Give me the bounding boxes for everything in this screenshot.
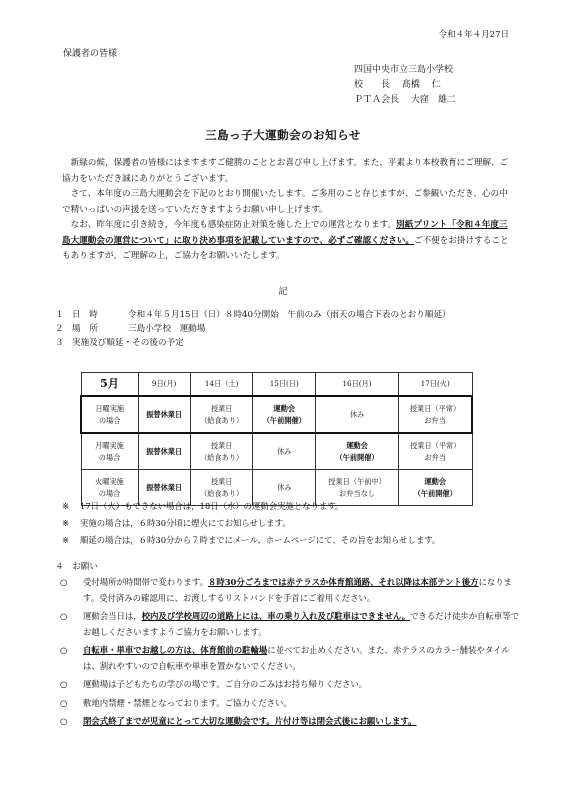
ki-heading: 記 bbox=[278, 287, 288, 297]
table-cell: 授業日（午前中） お弁当なし bbox=[316, 470, 399, 506]
sender-block bbox=[354, 63, 456, 108]
table-cell: 振替休業日 bbox=[138, 470, 190, 506]
day-header: 14日（土) bbox=[190, 373, 253, 397]
table-cell: 授業日 （給食あり） bbox=[190, 470, 253, 506]
intro-paragraph-2: さて、本年度の三島大運動会を下記のとおり開催いたします。ご多用のこと存じますが、ご参観いただき、心の中で精いっぱいの声援を送っていただきますようお願い申し上げます。 bbox=[62, 189, 508, 215]
request-item: ○ 閉会式終了までが児童にとって大切な運動会です。片付け等は閉会式後にお願いします。 bbox=[60, 716, 417, 726]
table-cell: 運動会 （午前開催） bbox=[253, 396, 316, 433]
day-header: 15日(日) bbox=[253, 373, 316, 397]
day-header: 9日(月) bbox=[138, 373, 190, 397]
request-item: ○ 敷地内禁煙・禁煙となっております。ご協力ください。 bbox=[60, 697, 292, 708]
school-name: 四国中央市立三島小学校 bbox=[354, 65, 454, 75]
schedule-notes bbox=[62, 498, 440, 549]
item-schedule: ３ 実施及び順延・その後の予定 bbox=[55, 338, 184, 348]
notice-title: 三島っ子大運動会のお知らせ bbox=[205, 128, 361, 142]
day-header: 17日(火) bbox=[399, 373, 473, 397]
month-cell: 5月 bbox=[81, 373, 138, 397]
item-date: １ 日 時 令和４年５月15日（日）８時40分開始 午前のみ（雨天の場合下表のとおり順延） bbox=[55, 310, 451, 320]
table-cell: 休み bbox=[253, 433, 316, 470]
day-header: 16日(月) bbox=[316, 373, 399, 397]
requests-heading: ４ お願い bbox=[55, 562, 98, 572]
row-label: 火曜実施 の場合 bbox=[81, 470, 138, 506]
table-cell: 振替休業日 bbox=[138, 396, 190, 433]
important-notice: 別紙プリント「令和４年度三島大運動会の運営について」に取り決め事項を記載していますので、必ずご確認ください。 bbox=[62, 220, 508, 246]
event-items bbox=[55, 308, 451, 350]
pta-name: ＰＴＡ会長 大窪 雄二 bbox=[354, 95, 456, 105]
requests-list bbox=[60, 575, 522, 733]
table-row bbox=[81, 396, 472, 433]
intro-text bbox=[62, 156, 514, 265]
principal-name: 校 長 髙橋 仁 bbox=[354, 80, 441, 90]
addressee: 保護者の皆様 bbox=[63, 49, 118, 59]
table-header-row bbox=[81, 373, 472, 397]
note-item: ※ 実施の場合は，６時30分頃に煙火にてお知らせします。 bbox=[62, 518, 291, 528]
table-cell: 振替休業日 bbox=[138, 433, 190, 470]
table-cell: 授業日 （給食あり） bbox=[190, 433, 253, 470]
table-cell: 休み bbox=[253, 470, 316, 506]
request-item: ○ 運動会当日は，校内及び学校周辺の道路上には、車の乗り入れ及び駐車はできません。できるだけ徒歩か自転車等でお越しくださいますようご協力をお願いします。 bbox=[60, 611, 520, 637]
table-cell: 授業日 （給食あり） bbox=[190, 396, 253, 433]
note-item: ※ 17日（火）もできない場合は，18日（水）の運動会実施となります。 bbox=[62, 501, 344, 511]
request-item: ○ 受付場所が時間帯で変わります。８時30分ごろまでは赤テラスか体育館通路、それ以降は本部テント後方になります。受付済みの確認用に、お渡しするリストバンドを手首にご着用ください。 bbox=[60, 577, 513, 603]
table-cell: 休み bbox=[316, 396, 399, 433]
issue-date: 令和４年４月27日 bbox=[438, 30, 509, 40]
request-item: ○ 自転車・単車でお越しの方は、体育館前の駐輪場に並べてお止めください。また、赤テラスのカラー舗装やタイルは、割れやすいので自転車や単車を置かないでください。 bbox=[60, 645, 510, 671]
table-cell: 運動会 （午前開催） bbox=[316, 433, 399, 470]
table-cell: 運動会 （午前開催） bbox=[399, 470, 473, 506]
table-row bbox=[81, 433, 472, 470]
request-item: ○ 運動場は子どもたちの学びの場です。ご自分のごみはお持ち帰りください。 bbox=[60, 679, 368, 689]
row-label: 日曜実施 の場合 bbox=[81, 396, 138, 433]
schedule-table bbox=[80, 372, 473, 506]
table-cell: 授業日（平常） お弁当 bbox=[399, 396, 473, 433]
note-item: ※ 順延の場合は，６時30分から７時までにメール、ホームページにて、その旨をお知らせします。 bbox=[62, 535, 441, 545]
intro-paragraph-1: 新緑の候，保護者の皆様にはますますご健勝のこととお喜び申し上げます。また、平素より本校教育にご理解、ご協力をいただき誠にありがとうございます。 bbox=[62, 158, 509, 184]
intro-paragraph-3: なお、昨年度に引き続き，今年度も感染症防止対策を施した上での運営となります。別紙プリント「令和４年度三島大運動会の運営について」に取り決め事項を記載していますので、必ずご確認ください。ご不便をお掛けすることもありますが，ご理解の上，ご協力をお願いいたします。 bbox=[62, 220, 509, 261]
row-label: 月曜実施 の場合 bbox=[81, 433, 138, 470]
table-cell: 授業日（平常） お弁当 bbox=[399, 433, 473, 470]
item-place: ２ 場 所 三島小学校 運動場 bbox=[55, 324, 206, 334]
